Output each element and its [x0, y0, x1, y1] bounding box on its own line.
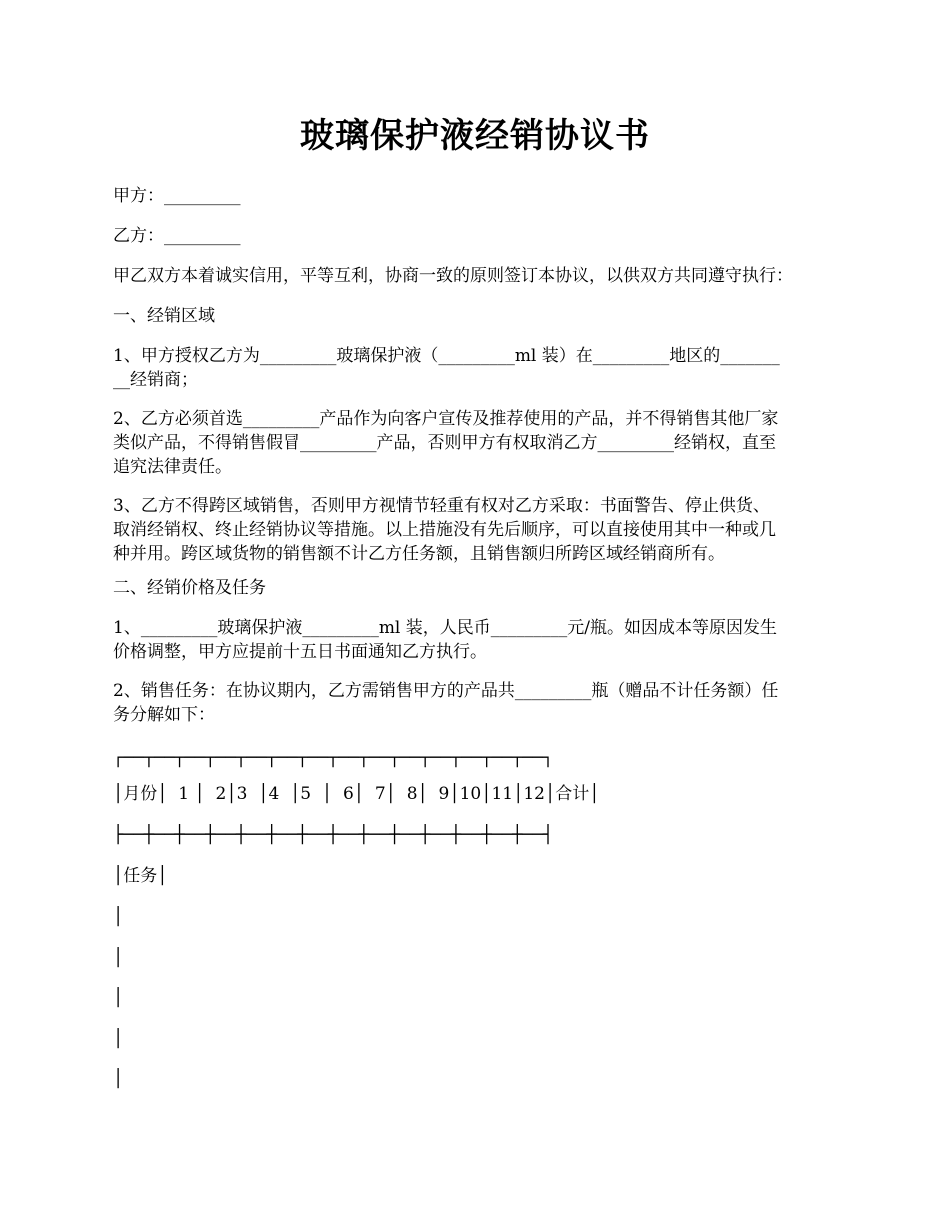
task-table-empty-row: │: [113, 988, 124, 1008]
section-2-heading: 二、经销价格及任务: [113, 578, 266, 598]
section-1-heading: 一、经销区域: [113, 306, 215, 326]
clause-line: 2、销售任务：在协议期内，乙方需销售甲方的产品共_________瓶（赠品不计任务额）任: [113, 681, 779, 701]
section-2-clause-2: [113, 679, 843, 727]
document-title: 玻璃保护液经销协议书: [300, 116, 650, 156]
clause-line: 1、甲方授权乙方为_________玻璃保护液（_________ml 装）在_________地区的_______: [113, 346, 780, 366]
intro-paragraph: 甲乙双方本着诚实信用，平等互利，协商一致的原则签订本协议，以供双方共同遵守执行：: [113, 266, 793, 286]
clause-line: 务分解如下：: [113, 705, 215, 725]
clause-line: 1、_________玻璃保护液_________ml 装，人民币_________元/瓶。如因成本等原因发生: [113, 618, 778, 638]
section-2-clause-1: [113, 616, 843, 664]
task-table-empty-row: │: [113, 907, 124, 927]
section-1-clause-2: [113, 407, 843, 479]
task-table-top-border: ┌──┬──┬──┬──┬──┬──┬──┬──┬──┬──┬──┬──┬──┬──┐: [113, 748, 554, 768]
task-table-mid-border: ├──┼──┼──┼──┼──┼──┼──┼──┼──┼──┼──┼──┼──┼──┤: [113, 825, 554, 845]
task-table-empty-row: │: [113, 1069, 124, 1089]
clause-line: __经销商；: [113, 370, 198, 390]
clause-line: 2、乙方必须首选_________产品作为向客户宣传及推荐使用的产品，并不得销售其他厂家: [113, 409, 779, 429]
party-b-line: 乙方：_________: [113, 226, 241, 246]
task-table-empty-row: │: [113, 948, 124, 968]
task-table-header-row: │月份│ 1 │ 2│3 │4 │5 │ 6│ 7│ 8│ 9│10│11│12│合计│: [113, 784, 600, 804]
section-1-clause-3: [113, 494, 843, 566]
clause-line: 类似产品，不得销售假冒_________产品，否则甲方有权取消乙方_________经销权，直至: [113, 433, 776, 453]
clause-line: 取消经销权、终止经销协议等措施。以上措施没有先后顺序，可以直接使用其中一种或几: [113, 520, 776, 540]
clause-line: 种并用。跨区域货物的销售额不计乙方任务额，且销售额归所跨区域经销商所有。: [113, 544, 725, 564]
task-table-task-row: │任务│: [113, 866, 168, 886]
party-a-line: 甲方：_________: [113, 186, 241, 206]
section-1-clause-1: [113, 344, 843, 392]
task-table-empty-row: │: [113, 1029, 124, 1049]
clause-line: 3、乙方不得跨区域销售，否则甲方视情节轻重有权对乙方采取：书面警告、停止供货、: [113, 496, 770, 516]
clause-line: 价格调整，甲方应提前十五日书面通知乙方执行。: [113, 642, 487, 662]
clause-line: 追究法律责任。: [113, 457, 232, 477]
